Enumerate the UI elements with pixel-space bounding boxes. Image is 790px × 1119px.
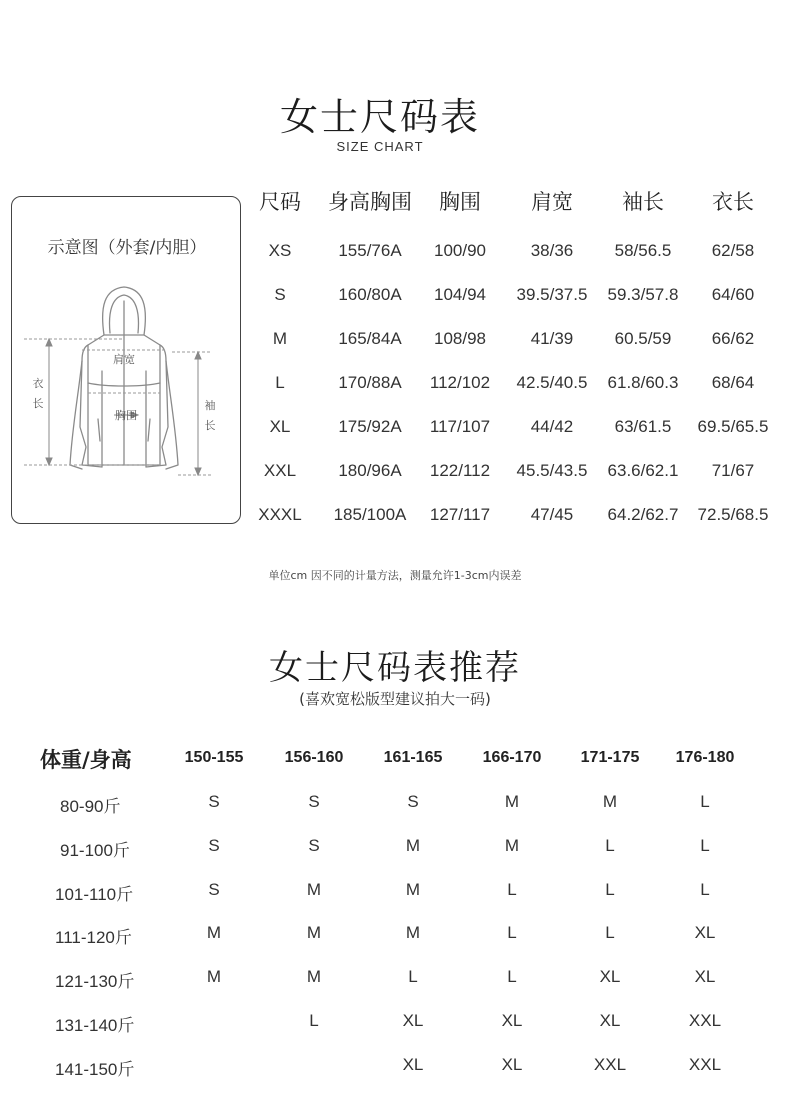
diagram-label-shoulder: 肩宽	[113, 353, 135, 366]
size-cell: 42.5/40.5	[516, 373, 588, 392]
size-cell: 160/80A	[338, 285, 402, 304]
recommended-size-cell: XL	[501, 1011, 523, 1030]
size-cell: 170/88A	[338, 373, 402, 392]
diagram-label-sleeve-2: 长	[204, 419, 216, 432]
weight-range-label: 141-150斤	[55, 1059, 135, 1079]
size-cell: 38/36	[530, 241, 574, 260]
size-header-0: 尺码	[259, 190, 301, 214]
recommended-size-cell: XL	[599, 967, 621, 987]
table-row	[0, 880, 790, 904]
diagram-label-sleeve-1: 袖	[204, 399, 216, 412]
recommended-size-cell: M	[306, 923, 322, 943]
diagram-label-length-2: 长	[32, 397, 44, 410]
recommended-size-cell: M	[602, 792, 618, 811]
size-chart-title: 女士尺码表	[279, 95, 480, 139]
recommended-size-cell: L	[507, 923, 517, 943]
recommended-size-cell: L	[507, 879, 517, 899]
recommendation-subtitle: (喜欢宽松版型建议拍大一码)	[299, 690, 491, 708]
size-cell: 64.2/62.7	[607, 505, 679, 524]
size-cell: 127/117	[429, 505, 491, 524]
size-cell: 60.5/59	[614, 329, 672, 348]
table-row	[0, 1011, 790, 1035]
size-cell: 59.3/57.8	[607, 285, 679, 304]
size-header-1: 身高胸围	[328, 190, 412, 214]
size-cell: 47/45	[530, 505, 574, 524]
size-cell: 66/62	[711, 329, 755, 348]
size-label: XL	[269, 417, 291, 436]
size-label: XXL	[263, 461, 297, 480]
size-cell: 63/61.5	[614, 417, 672, 436]
size-cell: 117/107	[429, 417, 491, 436]
size-cell: 63.6/62.1	[607, 461, 679, 480]
recommended-size-cell: XXL	[593, 1054, 627, 1074]
recommendation-title: 女士尺码表推荐	[269, 648, 521, 688]
size-header-3: 肩宽	[531, 190, 573, 214]
recommended-size-cell: M	[405, 879, 421, 899]
size-cell: 72.5/68.5	[697, 505, 769, 524]
recommended-size-cell: M	[306, 879, 322, 899]
recommended-size-cell: XL	[501, 1054, 523, 1074]
weight-range-label: 111-120斤	[55, 928, 132, 948]
size-label: L	[275, 373, 285, 392]
recommended-size-cell: S	[308, 835, 320, 855]
size-cell: 61.8/60.3	[607, 373, 679, 392]
size-header-2: 胸围	[439, 190, 481, 214]
size-cell: 39.5/37.5	[516, 285, 588, 304]
recommended-size-cell: S	[308, 792, 320, 811]
recommended-size-cell: M	[306, 967, 322, 987]
size-cell: 122/112	[429, 461, 491, 480]
recommended-size-cell: L	[507, 967, 517, 987]
size-cell: 185/100A	[333, 505, 407, 524]
diagram-caption: 示意图（外套/内胆）	[47, 238, 207, 258]
size-cell: 108/98	[434, 329, 486, 348]
recommended-size-cell: L	[309, 1011, 319, 1030]
table-row	[0, 1055, 790, 1079]
recommended-size-cell: L	[700, 835, 710, 855]
size-cell: 68/64	[711, 373, 755, 392]
recommended-size-cell: S	[208, 835, 220, 855]
table-row	[0, 967, 790, 991]
recommended-size-cell: XXL	[688, 1054, 722, 1074]
weight-range-label: 131-140斤	[55, 1016, 135, 1035]
size-cell: 104/94	[434, 285, 486, 304]
recommended-size-cell: L	[408, 967, 418, 987]
recommended-size-cell: XL	[599, 1011, 621, 1030]
size-cell: 44/42	[530, 417, 574, 436]
size-cell: 100/90	[434, 241, 486, 260]
size-cell: 165/84A	[338, 329, 402, 348]
height-range-header: 150-155	[184, 749, 244, 766]
recommended-size-cell: M	[504, 835, 520, 855]
recommended-size-cell: S	[208, 879, 220, 899]
recommended-size-cell: M	[206, 967, 222, 987]
diagram-label-length-1: 衣	[32, 377, 44, 390]
size-label: S	[274, 285, 286, 304]
table-row	[0, 836, 790, 860]
height-range-header: 161-165	[383, 749, 443, 766]
size-header-4: 袖长	[622, 190, 664, 214]
size-header-5: 衣长	[712, 190, 754, 214]
size-label: XXXL	[258, 505, 302, 524]
recommended-size-cell: L	[605, 879, 615, 899]
recommended-size-cell: S	[407, 792, 419, 811]
size-cell: 64/60	[711, 285, 755, 304]
height-range-header: 166-170	[482, 749, 542, 766]
size-cell: 180/96A	[338, 461, 402, 480]
recommended-size-cell: M	[206, 923, 222, 943]
recommended-size-cell: M	[504, 792, 520, 811]
recommended-size-cell: XL	[402, 1054, 424, 1074]
weight-range-label: 121-130斤	[55, 972, 135, 992]
size-cell: 69.5/65.5	[697, 417, 769, 436]
size-label: M	[272, 329, 288, 348]
table-row	[0, 792, 790, 816]
recommended-size-cell: XXL	[688, 1011, 722, 1030]
weight-range-label: 101-110斤	[55, 884, 134, 904]
recommended-size-cell: L	[605, 835, 615, 855]
size-cell: 155/76A	[338, 241, 402, 260]
size-label: XS	[268, 241, 292, 260]
diagram-label-chest: 胸围	[115, 409, 137, 422]
recommended-size-cell: M	[405, 835, 421, 855]
recommended-size-cell: XL	[402, 1011, 424, 1030]
weight-range-label: 91-100斤	[60, 840, 130, 860]
recommended-size-cell: L	[700, 879, 710, 899]
height-range-header: 156-160	[284, 749, 344, 766]
size-cell: 41/39	[530, 329, 574, 348]
height-range-header: 171-175	[580, 749, 640, 766]
recommended-size-cell: L	[605, 923, 615, 943]
recommended-size-cell: L	[700, 792, 710, 811]
recommended-size-cell: M	[405, 923, 421, 943]
height-range-header: 176-180	[675, 749, 735, 766]
weight-range-label: 80-90斤	[60, 797, 121, 816]
measurement-note: 单位cm 因不同的计量方法，测量允许1-3cm内误差	[268, 569, 522, 582]
size-cell: 45.5/43.5	[516, 461, 588, 480]
recommended-size-cell: S	[208, 792, 220, 811]
size-chart-subtitle: SIZE CHART	[336, 139, 424, 154]
size-cell: 62/58	[711, 241, 755, 260]
size-cell: 112/102	[429, 373, 491, 392]
table-row	[0, 923, 790, 947]
recommended-size-cell: XL	[694, 967, 716, 987]
size-cell: 58/56.5	[614, 241, 672, 260]
size-cell: 175/92A	[338, 417, 402, 436]
size-cell: 71/67	[711, 461, 755, 480]
weight-height-header: 体重/身高	[40, 748, 132, 772]
recommended-size-cell: XL	[694, 923, 716, 943]
